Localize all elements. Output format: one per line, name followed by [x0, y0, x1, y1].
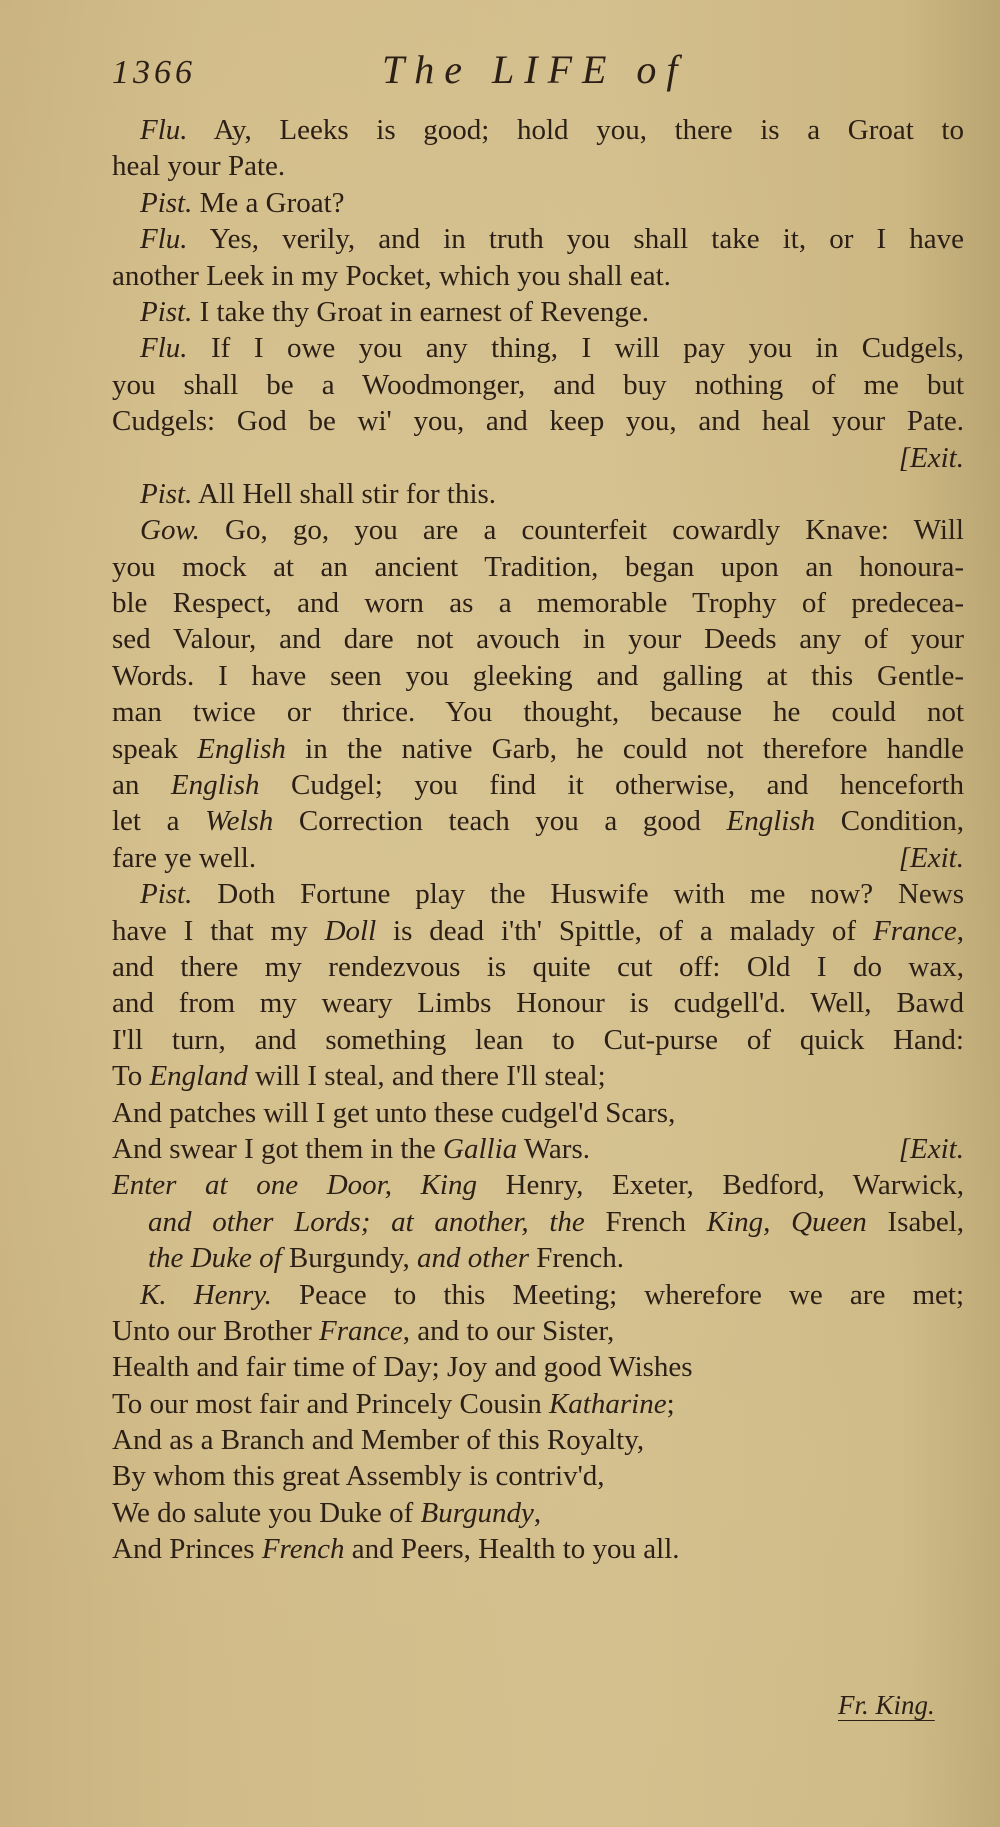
verse-line [112, 1058, 964, 1094]
speech-text: you shall be a Woodmonger, and buy nothing of me but [112, 368, 964, 401]
text-line [112, 913, 964, 949]
speaker-name: Gow. [140, 514, 200, 547]
speaker-name: Flu. [140, 332, 188, 365]
italic-word: English [726, 805, 816, 838]
speech-text: and there my rendezvous is quite cut off: Old I do wax, [112, 950, 964, 983]
speech-text: Me a Groat? [192, 186, 345, 219]
speech-text: Wars. [517, 1132, 590, 1165]
speech-text: To our most fair and Princely Cousin [112, 1387, 549, 1420]
italic-word: France [872, 914, 957, 947]
speech-text: ble Respect, and worn as a memorable Trophy of predecea- [112, 587, 964, 620]
stage-direction-exit: [Exit. [898, 841, 964, 874]
speech-text: Health and fair time of Day; Joy and good Wishes [112, 1351, 693, 1384]
speech-text: I'll turn, and something lean to Cut-purse of quick Hand: [112, 1023, 964, 1056]
text-line [112, 112, 964, 148]
stage-direction-italic: the Duke of [148, 1242, 282, 1275]
speech-text: All Hell shall stir for this. [192, 477, 497, 510]
stage-direction-italic: King, Queen [706, 1205, 867, 1238]
speech-text: If I owe you any thing, I will pay you in Cudgels, [187, 332, 964, 365]
speech-text: speak [112, 732, 198, 765]
speech-text: is dead i'th' Spittle, of a malady of [376, 914, 873, 947]
speech-text: sed Valour, and dare not avouch in your Deeds any of your [112, 623, 964, 656]
text-line [112, 658, 964, 694]
speech-text: in the native Garb, he could not therefore handle [285, 732, 964, 765]
speaker-name: Pist. [140, 186, 193, 219]
speaker-name: K. Henry. [140, 1278, 272, 1311]
speech-text: And Princes [112, 1533, 262, 1566]
stage-direction-names: Henry, Exeter, Bedford, Warwick, [476, 1169, 964, 1202]
verse-line [112, 1531, 964, 1567]
stage-direction-exit: [Exit. [898, 1132, 964, 1165]
speech-text: And as a Branch and Member of this Royalty, [112, 1424, 645, 1457]
speech-text: Words. I have seen you gleeking and galling at this Gentle- [112, 659, 964, 692]
stage-direction-names: French. [528, 1242, 625, 1275]
speech-text: Cudgels: God be wi' you, and keep you, and heal your Pate. [112, 405, 964, 438]
text-line [112, 148, 964, 184]
italic-word: English [197, 732, 286, 765]
speech-text: will I steal, and there I'll steal; [247, 1060, 606, 1093]
text-line [112, 876, 964, 912]
stage-direction [112, 1204, 964, 1240]
running-head [112, 46, 872, 106]
running-title: The LIFE of [382, 47, 688, 92]
text-line [112, 1277, 964, 1313]
text-line [112, 185, 964, 221]
speech-text: Yes, verily, and in truth you shall take it, or I have [187, 223, 964, 256]
italic-word: Doll [324, 914, 377, 947]
speech-text: have I that my [112, 914, 325, 947]
text-line [112, 621, 964, 657]
verse-line [112, 1386, 964, 1422]
body-text [112, 112, 964, 1568]
italic-word: Welsh [205, 805, 274, 838]
speech-text: Unto our Brother [112, 1314, 319, 1347]
text-line [112, 549, 964, 585]
text-line [112, 367, 964, 403]
text-line [112, 767, 964, 803]
verse-line [112, 1458, 964, 1494]
stage-direction-names: Isabel, [866, 1205, 965, 1238]
speaker-name: Flu. [140, 114, 188, 146]
stage-direction-exit: [Exit. [898, 441, 964, 474]
text-line [112, 476, 964, 512]
text-line [112, 585, 964, 621]
text-line [112, 512, 964, 548]
speech-text: And swear I got them in the [112, 1132, 444, 1165]
speech-text: Condition, [815, 805, 965, 838]
speech-text: and from my weary Limbs Honour is cudgell'd. Well, Bawd [112, 987, 964, 1020]
stage-direction-names: French [584, 1205, 707, 1238]
italic-word: Katharine [548, 1387, 667, 1420]
stage-direction [112, 1167, 964, 1203]
text-line [112, 840, 964, 876]
speech-text: By whom this great Assembly is contriv'd, [112, 1460, 605, 1493]
speech-text: , [956, 914, 964, 947]
speech-text: I take thy Groat in earnest of Revenge. [192, 295, 649, 328]
speech-text: Go, go, you are a counterfeit cowardly Knave: Will [199, 514, 964, 547]
speech-text: Peace to this Meeting; wherefore we are met; [271, 1278, 965, 1311]
speech-text: Doth Fortune play the Huswife with me now? News [192, 878, 964, 911]
verse-line [112, 1095, 964, 1131]
italic-word: English [170, 769, 260, 802]
text-line [112, 221, 964, 257]
catchword: Fr. King. [838, 1690, 935, 1720]
speech-text: and Peers, Health to you all. [344, 1533, 680, 1566]
speech-text: To [112, 1060, 150, 1093]
text-line [112, 330, 964, 366]
speech-text: another Leek in my Pocket, which you shall eat. [112, 259, 671, 292]
speech-text: you mock at an ancient Tradition, began upon an honoura- [112, 550, 964, 583]
speech-text: ; [666, 1387, 675, 1420]
text-line [112, 294, 964, 330]
stage-direction-names: Burgundy, [281, 1242, 418, 1275]
text-line [112, 403, 964, 439]
speaker-name: Pist. [140, 477, 193, 510]
text-line [112, 258, 964, 294]
speaker-name: Flu. [140, 223, 188, 256]
verse-line [112, 1422, 964, 1458]
verse-line [112, 1349, 964, 1385]
text-line [112, 949, 964, 985]
text-line [112, 985, 964, 1021]
stage-direction [112, 1240, 964, 1276]
italic-word: France [319, 1314, 403, 1347]
speaker-name: Pist. [140, 295, 193, 328]
page-number: 1366 [112, 54, 196, 91]
verse-line [112, 1131, 964, 1167]
speech-text: , [533, 1496, 542, 1529]
speech-text: , and to our Sister, [402, 1314, 615, 1347]
speech-text: let a [112, 805, 206, 838]
italic-word: French [261, 1533, 345, 1566]
stage-direction-italic: Enter at one Door, King [112, 1169, 477, 1202]
stage-direction-italic: and other [417, 1242, 529, 1275]
text-line [112, 731, 964, 767]
speaker-name: Pist. [140, 878, 193, 911]
text-line [112, 694, 964, 730]
stage-direction-italic: and other Lords; at another, the [148, 1205, 585, 1238]
italic-word: Burgundy [420, 1496, 534, 1529]
speech-text: And patches will I get unto these cudgel'd Scars, [112, 1096, 676, 1129]
speech-text: man twice or thrice. You thought, because he could not [112, 696, 964, 729]
verse-line [112, 1495, 964, 1531]
speech-text: fare ye well. [112, 841, 257, 874]
speech-text: heal your Pate. [112, 150, 286, 183]
speech-text: an [112, 769, 171, 802]
text-line [112, 803, 964, 839]
speech-text: Cudgel; you find it otherwise, and henceforth [259, 769, 964, 802]
text-line [112, 1022, 964, 1058]
speech-text: We do salute you Duke of [112, 1496, 421, 1529]
verse-line [112, 1313, 964, 1349]
text-line [112, 440, 964, 476]
italic-word: England [149, 1060, 248, 1093]
speech-text: Correction teach you a good [273, 805, 727, 838]
italic-word: Gallia [443, 1132, 518, 1165]
speech-text: Ay, Leeks is good; hold you, there is a Groat to [187, 114, 964, 146]
